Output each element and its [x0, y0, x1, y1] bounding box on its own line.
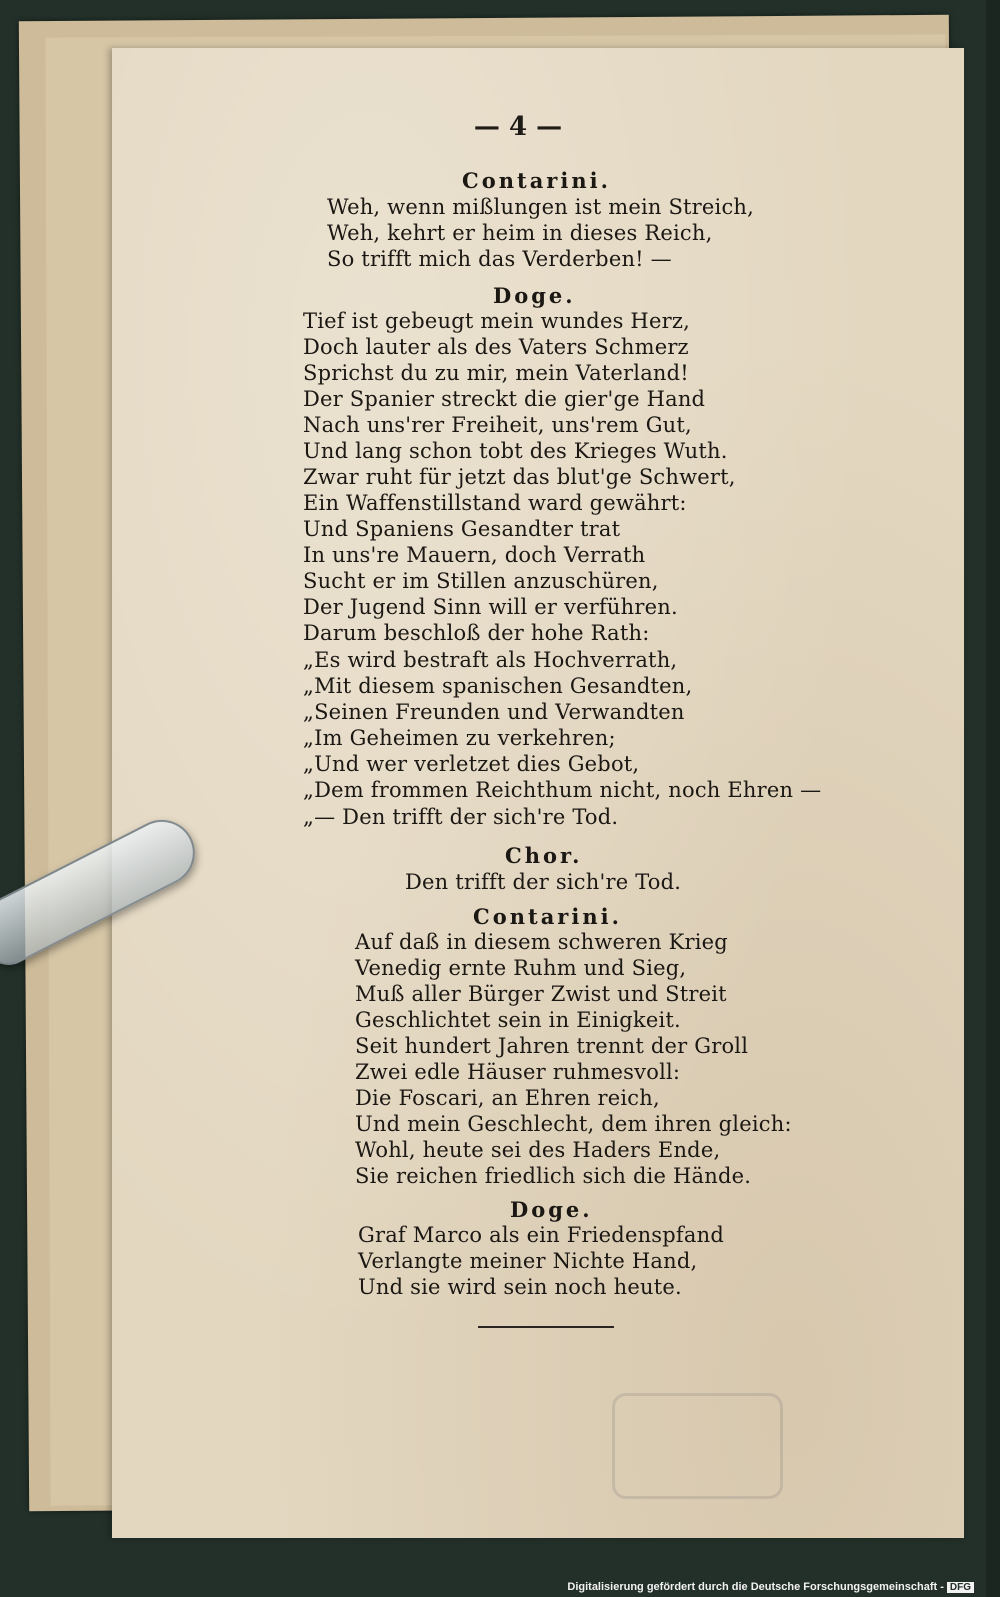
verse-line: Ein Waffenstillstand ward gewährt:	[303, 491, 687, 515]
verse-line: Wohl, heute sei des Haders Ende,	[355, 1138, 721, 1162]
speaker-name: Doge.	[510, 1197, 593, 1222]
verse-line: So trifft mich das Verderben! —	[327, 247, 672, 271]
verse-line: Sucht er im Stillen anzuschüren,	[303, 569, 659, 593]
verse-line: Geschlichtet sein in Einigkeit.	[355, 1008, 681, 1032]
verse-line: Zwar ruht für jetzt das blut'ge Schwert,	[303, 465, 736, 489]
verse-line: Seit hundert Jahren trennt der Groll	[355, 1034, 749, 1058]
verse-line: Zwei edle Häuser ruhmesvoll:	[355, 1060, 681, 1084]
verse-line: Venedig ernte Ruhm und Sieg,	[355, 956, 687, 980]
verse-line: Darum beschloß der hohe Rath:	[303, 621, 650, 645]
verse-line: „Seinen Freunden und Verwandten	[303, 700, 685, 724]
dfg-logo: DFG	[947, 1582, 974, 1593]
verse-line: Doch lauter als des Vaters Schmerz	[303, 335, 689, 359]
verse-line: Die Foscari, an Ehren reich,	[355, 1086, 660, 1110]
verse-line: „Es wird bestraft als Hochverrath,	[303, 648, 678, 672]
verse-line: „Im Geheimen zu verkehren;	[303, 726, 616, 750]
verse-line: Muß aller Bürger Zwist und Streit	[355, 982, 727, 1006]
verse-line: Weh, wenn mißlungen ist mein Streich,	[327, 195, 755, 219]
speaker-name: Chor.	[505, 843, 583, 868]
verse-line: „Mit diesem spanischen Gesandten,	[303, 674, 693, 698]
verse-line: Den trifft der sich're Tod.	[405, 870, 682, 894]
verse-line: Weh, kehrt er heim in dieses Reich,	[327, 221, 713, 245]
footer-text: Digitalisierung gefördert durch die Deutsche Forschungsgemeinschaft -	[567, 1581, 944, 1593]
verse-line: „Dem frommen Reichthum nicht, noch Ehren —	[303, 778, 822, 802]
verse-line: „Und wer verletzet dies Gebot,	[303, 752, 640, 776]
verse-line: „— Den trifft der sich're Tod.	[303, 805, 619, 829]
library-stamp-faint	[612, 1393, 783, 1499]
verse-line: Sie reichen friedlich sich die Hände.	[355, 1164, 752, 1188]
verse-line: Graf Marco als ein Friedenspfand	[358, 1223, 724, 1247]
verse-line: Der Jugend Sinn will er verführen.	[303, 595, 678, 619]
verse-line: In uns're Mauern, doch Verrath	[303, 543, 646, 567]
verse-line: Der Spanier streckt die gier'ge Hand	[303, 387, 706, 411]
speaker-name: Doge.	[493, 283, 576, 308]
verse-line: Und mein Geschlecht, dem ihren gleich:	[355, 1112, 792, 1136]
verse-line: Sprichst du zu mir, mein Vaterland!	[303, 361, 689, 385]
verse-line: Verlangte meiner Nichte Hand,	[358, 1249, 698, 1273]
verse-line: Und sie wird sein noch heute.	[358, 1275, 682, 1299]
verse-line: Und lang schon tobt des Krieges Wuth.	[303, 439, 728, 463]
end-rule	[478, 1326, 614, 1328]
speaker-name: Contarini.	[473, 904, 622, 929]
speaker-name: Contarini.	[462, 168, 611, 193]
verse-line: Auf daß in diesem schweren Krieg	[355, 930, 728, 954]
dfg-footer	[567, 1581, 974, 1593]
scan-backdrop	[986, 0, 1000, 1597]
page-number: — 4 —	[473, 112, 563, 142]
verse-line: Nach uns'rer Freiheit, uns'rem Gut,	[303, 413, 692, 437]
verse-line: Tief ist gebeugt mein wundes Herz,	[303, 309, 690, 333]
verse-line: Und Spaniens Gesandter trat	[303, 517, 621, 541]
